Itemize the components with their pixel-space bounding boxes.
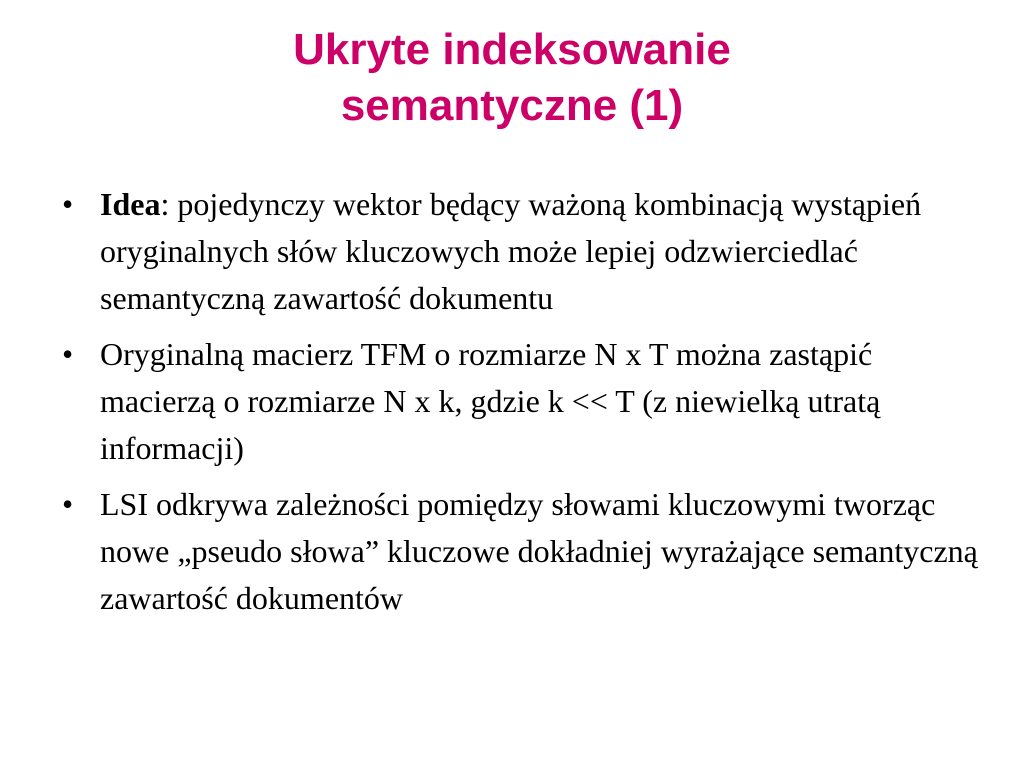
bullet-item-tfm-matrix: [62, 331, 982, 472]
bullet-dot-icon: •: [62, 486, 74, 522]
bullet-item-lsi: [62, 481, 982, 622]
slide-title-line-2: semantyczne (1): [340, 81, 684, 130]
bullet-item-idea: [62, 181, 982, 322]
bullet-text: Oryginalną macierz TFM o rozmiarze N x T można zastąpić macierzą o rozmiarze N x k, gdzie k << T (z niewielką utratą informacji): [100, 336, 881, 466]
bullet-lead-term: Idea: [100, 186, 161, 222]
bullet-dot-icon: •: [62, 336, 74, 372]
bullet-list: [62, 181, 982, 631]
slide-title-line-1: Ukryte indeksowanie: [293, 25, 731, 74]
bullet-text: LSI odkrywa zależności pomiędzy słowami kluczowymi tworząc nowe „pseudo słowa” kluczowe dokładniej wyrażające semantyczną zawartość dokumentów: [100, 486, 978, 616]
bullet-text: : pojedynczy wektor będący ważoną kombinacją wystąpień oryginalnych słów kluczowych może lepiej odzwierciedlać semantyczną zawartość dokumentu: [100, 186, 922, 316]
slide-title: [0, 22, 1024, 134]
bullet-dot-icon: •: [62, 186, 74, 222]
